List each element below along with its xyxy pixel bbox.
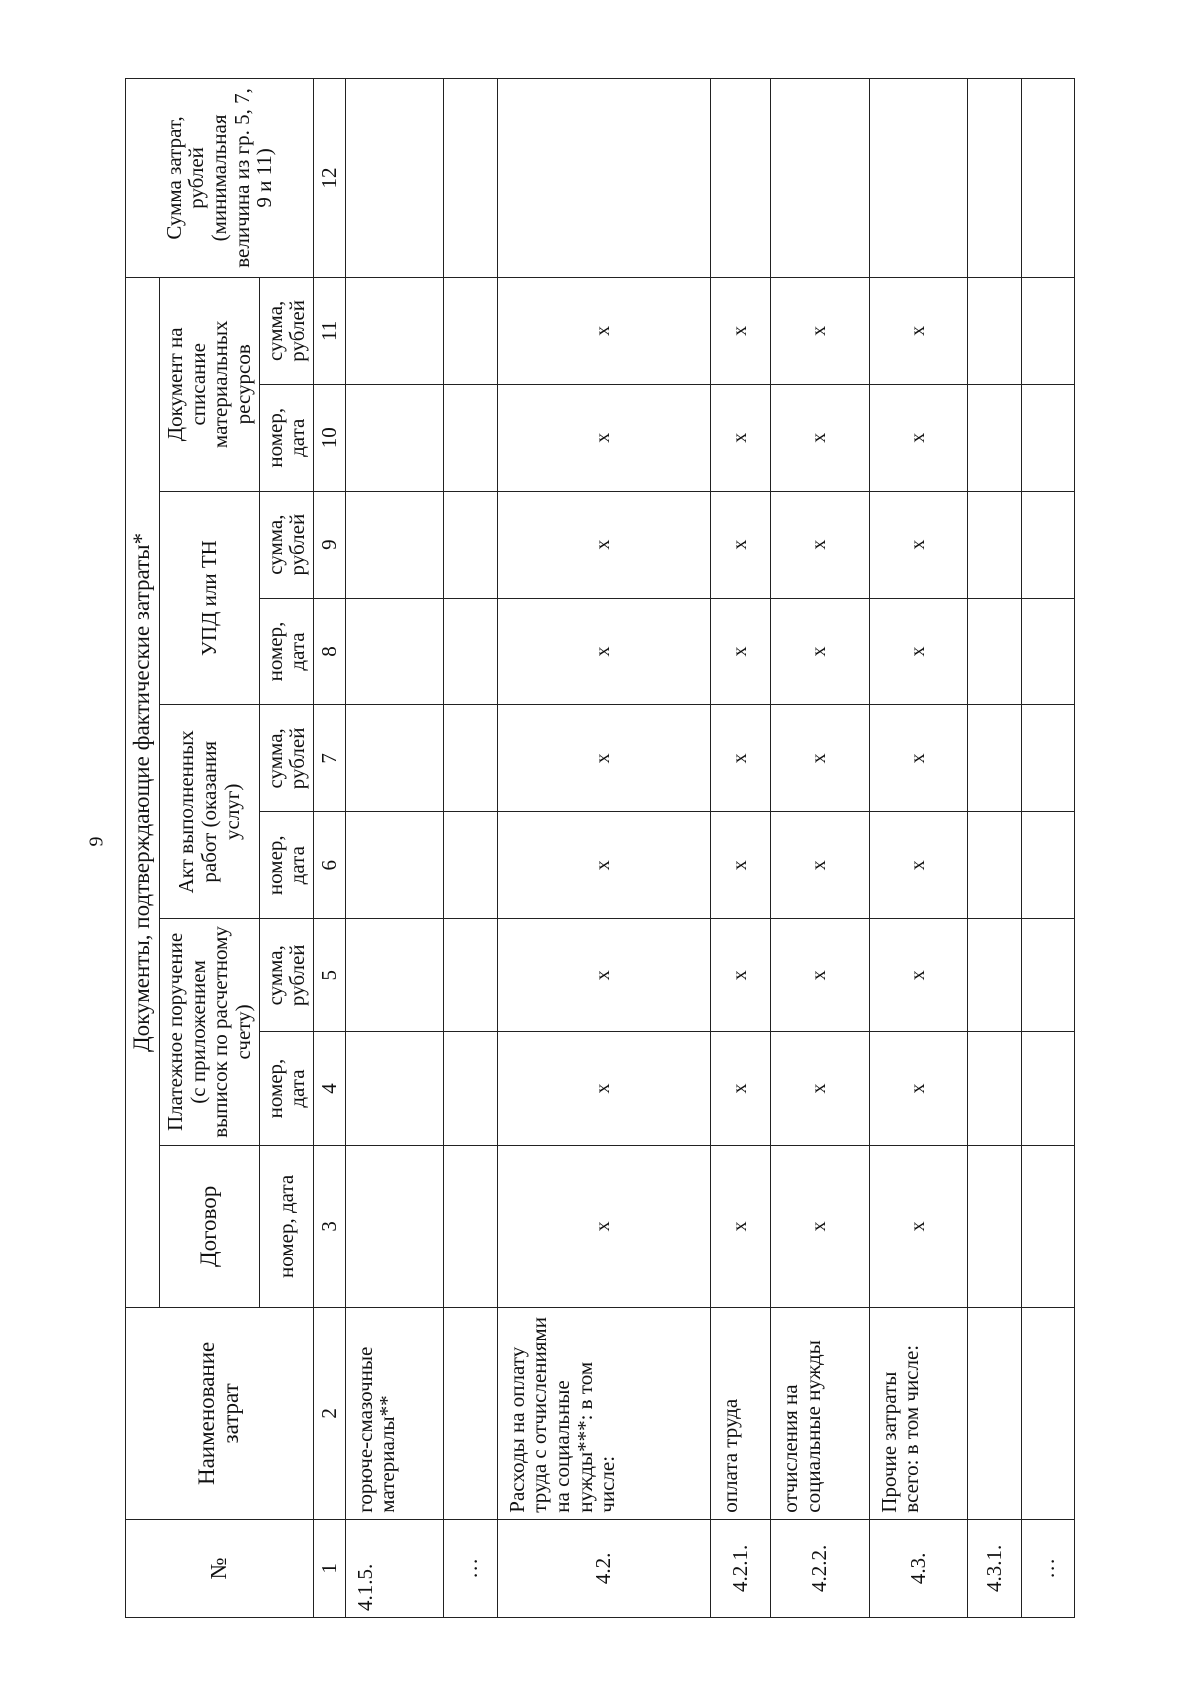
row-cell: x: [869, 384, 968, 491]
row-cell: x: [771, 705, 870, 812]
row-cell: [444, 491, 497, 598]
row-cell: [345, 705, 444, 812]
row-cell: [968, 1145, 1021, 1307]
row-cell: x: [710, 812, 770, 919]
table-row: [497, 79, 710, 1618]
header-docs-group: Документы, подтверждающие фактические затраты*: [126, 277, 160, 1307]
row-cell: x: [771, 1145, 870, 1307]
row-cell: [968, 1032, 1021, 1145]
table-body: [345, 79, 1074, 1618]
row-cell: [444, 705, 497, 812]
row-cell: x: [771, 812, 870, 919]
row-cell: x: [869, 277, 968, 384]
sub-act-sum: [259, 705, 313, 812]
row-name: [1021, 1308, 1074, 1520]
row-cell: [1021, 919, 1074, 1032]
row-total: [771, 79, 870, 278]
col-number: 4: [313, 1032, 345, 1145]
row-name: [968, 1308, 1021, 1520]
row-cell: x: [710, 384, 770, 491]
row-cell: [1021, 598, 1074, 705]
row-cell: [444, 919, 497, 1032]
sub-rub: рублей: [285, 513, 310, 576]
row-name: горюче-смазочные материалы**: [345, 1308, 444, 1520]
row-total: [1021, 79, 1074, 278]
sub-date: дата: [285, 1069, 310, 1108]
sub-payment-num-date: [259, 1032, 313, 1145]
header-row-1: [126, 79, 160, 1618]
row-cell: [444, 384, 497, 491]
sub-sum: сумма,: [262, 514, 287, 575]
col-number: 11: [313, 277, 345, 384]
row-cell: x: [497, 384, 710, 491]
sub-date: дата: [285, 418, 310, 457]
row-cell: [1021, 491, 1074, 598]
header-total: Сумма затрат, рублей (минимальная величина из гр. 5, 7, 9 и 11): [126, 79, 314, 278]
row-cell: x: [869, 598, 968, 705]
row-cell: [968, 812, 1021, 919]
header-payment: Платежное поручение (с приложением выписок по расчетному счету): [159, 919, 259, 1146]
row-total: [444, 79, 497, 278]
row-cell: x: [497, 919, 710, 1032]
cost-documents-table: [125, 78, 1075, 1618]
row-cell: x: [869, 491, 968, 598]
row-cell: [345, 277, 444, 384]
sub-rub: рублей: [285, 727, 310, 790]
row-cell: x: [771, 277, 870, 384]
row-number: 4.2.2.: [771, 1519, 870, 1617]
row-number: 4.2.1.: [710, 1519, 770, 1617]
sub-rub: рублей: [285, 944, 310, 1007]
row-number: …: [1021, 1519, 1074, 1617]
col-number: 1: [313, 1519, 345, 1617]
row-cell: [968, 705, 1021, 812]
row-number: 4.1.5.: [345, 1519, 444, 1617]
row-cell: [968, 277, 1021, 384]
sub-rub: рублей: [285, 300, 310, 362]
sub-num: номер,: [262, 835, 287, 896]
table-row: [710, 79, 770, 1618]
table-row: [345, 79, 444, 1618]
sub-sum: сумма,: [262, 300, 287, 361]
sub-writeoff-num-date: [259, 384, 313, 491]
row-cell: [968, 919, 1021, 1032]
row-cell: [345, 491, 444, 598]
row-name: Прочие затраты всего: в том числе:: [869, 1308, 968, 1520]
sub-act-num-date: [259, 812, 313, 919]
sub-num: номер,: [262, 621, 287, 682]
row-cell: [444, 277, 497, 384]
col-number: 9: [313, 491, 345, 598]
row-cell: x: [497, 277, 710, 384]
row-name: оплата труда: [710, 1308, 770, 1520]
row-cell: [345, 598, 444, 705]
row-cell: [444, 1145, 497, 1307]
row-total: [869, 79, 968, 278]
row-cell: [1021, 384, 1074, 491]
row-cell: [968, 491, 1021, 598]
document-sheet: [125, 78, 1075, 1618]
sub-payment-sum: [259, 919, 313, 1032]
row-cell: x: [771, 384, 870, 491]
row-cell: x: [710, 705, 770, 812]
header-contract: Договор: [159, 1145, 259, 1307]
row-name: Расходы на оплату труда с отчислениями на социальные нужды***: в том числе:: [497, 1308, 710, 1520]
table-row: [968, 79, 1021, 1618]
row-cell: x: [771, 919, 870, 1032]
sub-sum: сумма,: [262, 728, 287, 789]
row-cell: [1021, 812, 1074, 919]
table-row: [869, 79, 968, 1618]
sub-writeoff-sum: [259, 277, 313, 384]
row-total: [345, 79, 444, 278]
row-cell: x: [710, 1145, 770, 1307]
row-cell: x: [869, 1032, 968, 1145]
row-name: отчисления на социальные нужды: [771, 1308, 870, 1520]
header-act: Акт выполненных работ (оказания услуг): [159, 705, 259, 919]
row-cell: x: [869, 1145, 968, 1307]
row-total: [968, 79, 1021, 278]
row-cell: x: [710, 1032, 770, 1145]
col-number: 7: [313, 705, 345, 812]
row-total: [497, 79, 710, 278]
header-name: Наименование затрат: [126, 1308, 314, 1520]
sub-date: дата: [285, 632, 310, 671]
row-cell: [345, 812, 444, 919]
col-number: 6: [313, 812, 345, 919]
row-cell: [345, 1032, 444, 1145]
table-row: [771, 79, 870, 1618]
row-number: …: [444, 1519, 497, 1617]
sub-upd-num-date: [259, 598, 313, 705]
row-cell: [1021, 1032, 1074, 1145]
sub-num: номер,: [262, 1058, 287, 1119]
row-cell: [1021, 705, 1074, 812]
col-number: 5: [313, 919, 345, 1032]
row-cell: x: [869, 705, 968, 812]
row-cell: x: [771, 598, 870, 705]
row-cell: x: [710, 491, 770, 598]
row-cell: x: [710, 598, 770, 705]
row-cell: x: [710, 277, 770, 384]
row-cell: [1021, 1145, 1074, 1307]
row-cell: x: [869, 812, 968, 919]
table-row: [444, 79, 497, 1618]
row-cell: [345, 384, 444, 491]
table-row: [1021, 79, 1074, 1618]
sub-sum: сумма,: [262, 945, 287, 1006]
row-cell: [968, 384, 1021, 491]
sub-num: номер,: [262, 407, 287, 468]
row-cell: x: [710, 919, 770, 1032]
row-cell: x: [497, 812, 710, 919]
row-cell: x: [771, 1032, 870, 1145]
header-no: №: [126, 1519, 314, 1617]
col-number: 10: [313, 384, 345, 491]
column-number-row: [313, 79, 345, 1618]
row-total: [710, 79, 770, 278]
row-number: 4.3.: [869, 1519, 968, 1617]
row-cell: x: [497, 598, 710, 705]
row-number: 4.2.: [497, 1519, 710, 1617]
row-cell: x: [771, 491, 870, 598]
row-name: [444, 1308, 497, 1520]
row-number: 4.3.1.: [968, 1519, 1021, 1617]
row-cell: [345, 1145, 444, 1307]
row-cell: x: [497, 491, 710, 598]
sub-upd-sum: [259, 491, 313, 598]
col-number: 12: [313, 79, 345, 278]
col-number: 2: [313, 1308, 345, 1520]
sub-date: дата: [285, 846, 310, 885]
col-number: 3: [313, 1145, 345, 1307]
page-number: 9: [85, 836, 108, 847]
row-cell: [1021, 277, 1074, 384]
row-cell: x: [869, 919, 968, 1032]
sub-contract-num-date: номер, дата: [259, 1145, 313, 1307]
row-cell: [444, 812, 497, 919]
header-upd: УПД или ТН: [159, 491, 259, 705]
row-cell: x: [497, 1032, 710, 1145]
row-cell: [444, 598, 497, 705]
row-cell: [444, 1032, 497, 1145]
header-writeoff: Документ на списание материальных ресурсов: [159, 277, 259, 491]
row-cell: [968, 598, 1021, 705]
row-cell: x: [497, 1145, 710, 1307]
col-number: 8: [313, 598, 345, 705]
row-cell: x: [497, 705, 710, 812]
row-cell: [345, 919, 444, 1032]
